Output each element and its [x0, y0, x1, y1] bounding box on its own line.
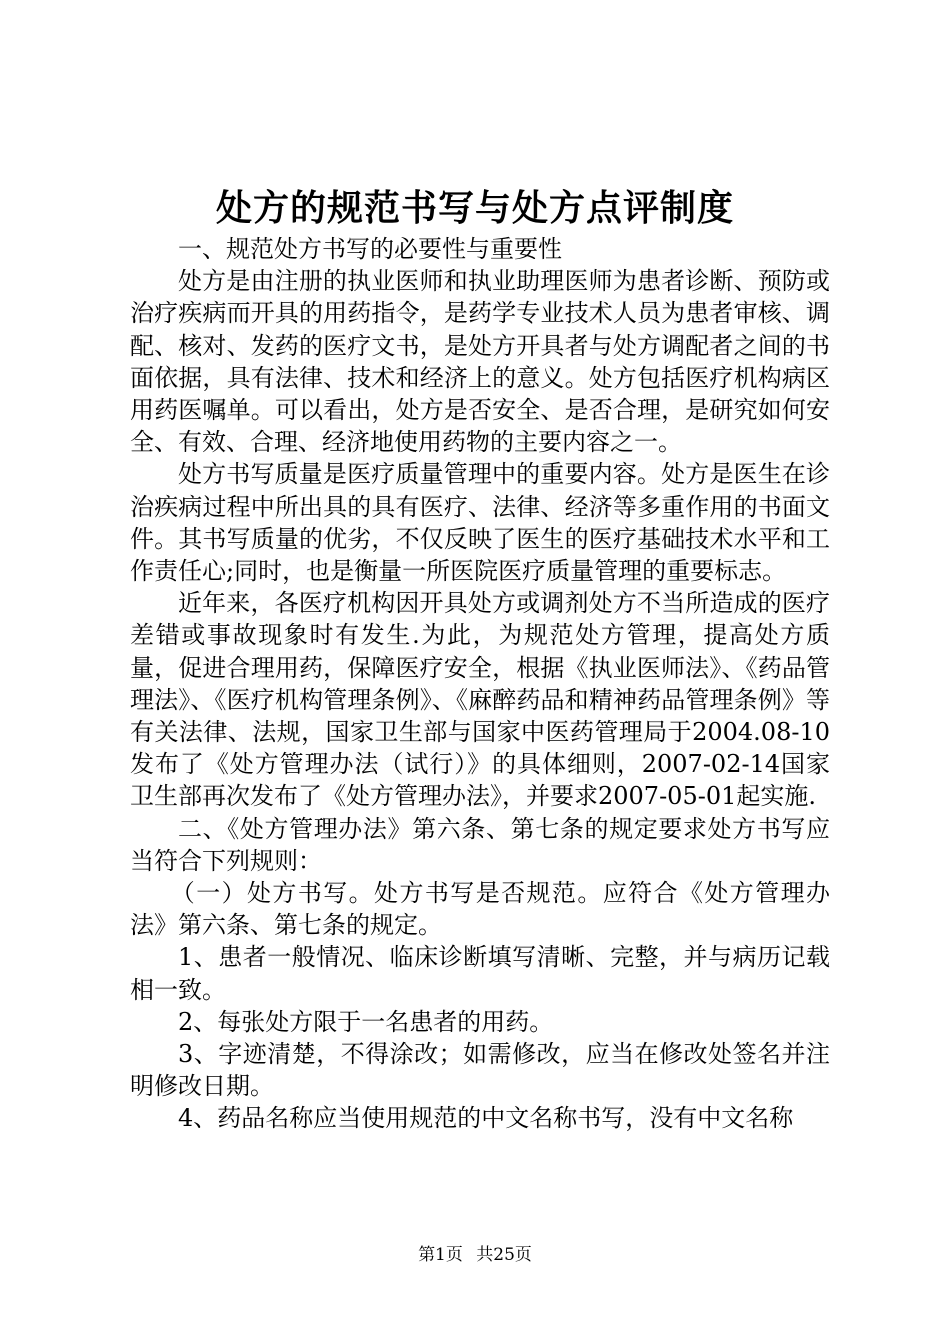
rule-item-4: 4、药品名称应当使用规范的中文名称书写，没有中文名称: [178, 1104, 794, 1133]
rule-item-2: 2、每张处方限于一名患者的用药。: [178, 1007, 554, 1036]
subsection-heading-1: （一）处方书写。处方书写是否规范。应符合《处方管理办法》第六条、第七条的规定。: [130, 879, 830, 940]
section-heading-1: 一、规范处方书写的必要性与重要性: [178, 235, 562, 263]
paragraph-prescription-definition: 处方是由注册的执业医师和执业助理医师为患者诊断、预防或治疗疾病而开具的用药指令，是药学专业技术人员为患者审核、调配、核对、发药的医疗文书，是处方开具者与处方调配者之间的书面依据，具有法律、技术和经济上的意义。处方包括医疗机构病区用药医嘱单。可以看出，处方是否安全、是否合理，是研究如何安全、有效、合理、经济地使用药物的主要内容之一。: [130, 267, 830, 457]
paragraph-writing-quality: 处方书写质量是医疗质量管理中的重要内容。处方是医生在诊治疾病过程中所出具的具有医疗、法律、经济等多重作用的书面文件。其书写质量的优劣，不仅反映了医生的医疗基础技术水平和工作责任心;同时，也是衡量一所医院医疗质量管理的重要标志。: [130, 460, 830, 586]
paragraph-regulations: 近年来，各医疗机构因开具处方或调剂处方不当所造成的医疗差错或事故现象时有发生.为此，为规范处方管理，提高处方质量，促进合理用药，保障医疗安全，根据《执业医师法》、《药品管理法》、《医疗机构管理条例》、《麻醉药品和精神药品管理条例》等有关法律、法规，国家卫生部与国家中医药管理局于2004.08-10发布了《处方管理办法（试行）》的具体细则，2007-02-14国家卫生部再次发布了《处方管理办法》，并要求2007-05-01起实施.: [130, 589, 830, 811]
document-title: 处方的规范书写与处方点评制度: [215, 187, 734, 229]
rule-item-3: 3、字迹清楚，不得涂改；如需修改，应当在修改处签名并注明修改日期。: [130, 1040, 830, 1101]
rule-item-1: 1、患者一般情况、临床诊断填写清晰、完整，并与病历记载相一致。: [130, 943, 830, 1004]
page-total: 共25页: [476, 1245, 532, 1265]
document-body: [130, 233, 830, 1135]
section-heading-2: 二、《处方管理办法》第六条、第七条的规定要求处方书写应当符合下列规则：: [130, 814, 830, 875]
page-number: 第1页: [418, 1245, 463, 1265]
page-footer: [0, 1244, 950, 1266]
